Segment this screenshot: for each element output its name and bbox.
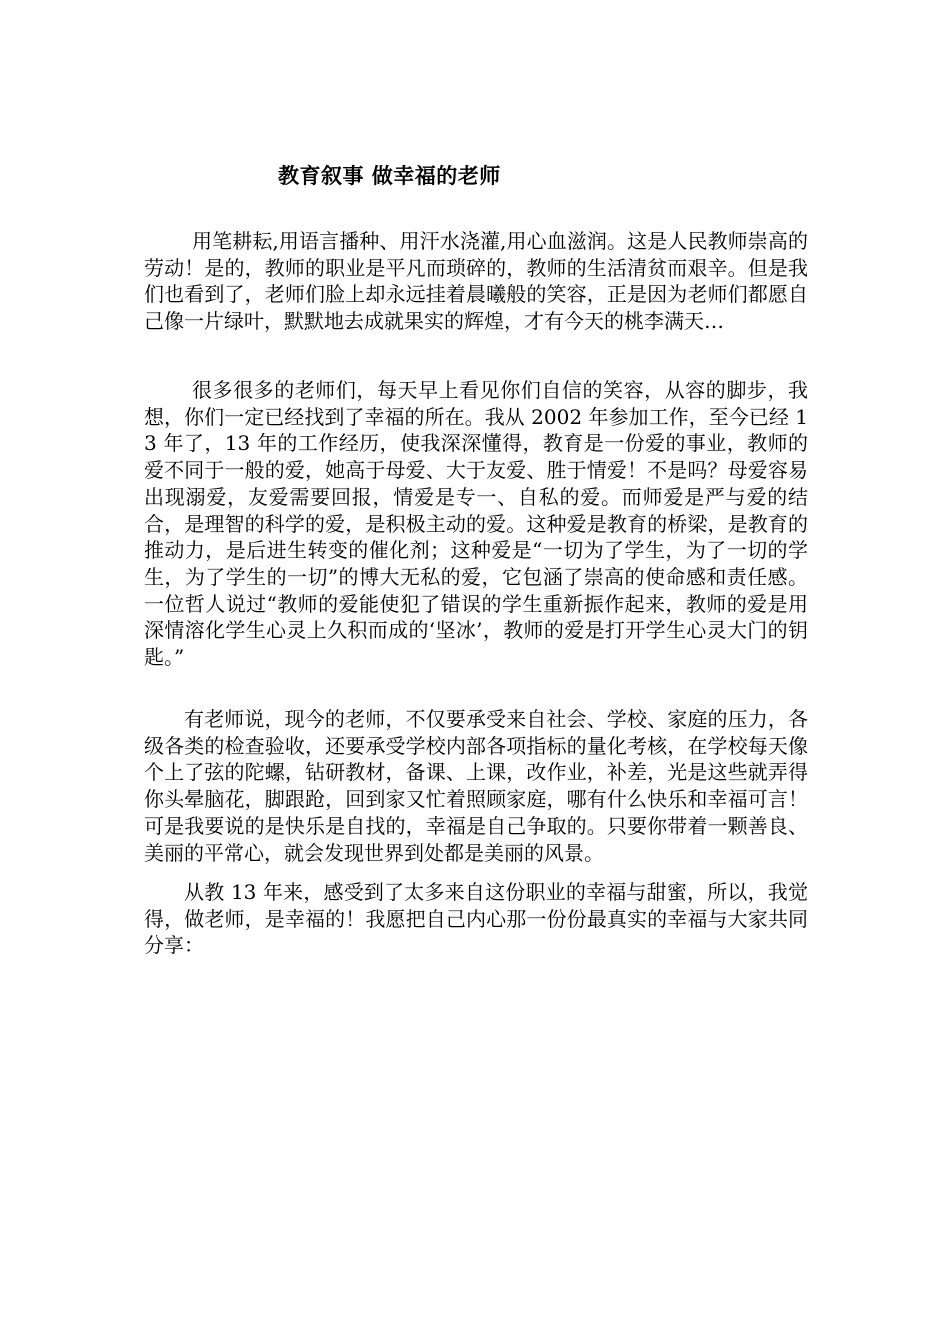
paragraph-3: 有老师说，现今的老师，不仅要承受来自社会、学校、家庭的压力，各级各类的检查验收，还要承受学校内部各项指标的量化考核，在学校每天像个上了弦的陀螺，钻研教材，备课、上课，改作业，补差，光是这些就弄得你头晕脑花，脚跟跄，回到家又忙着照顾家庭，哪有什么快乐和幸福可言！可是我要说的是快乐是自找的，幸福是自己争取的。只要你带着一颗善良、美丽的平常心，就会发现世界到处都是美丽的风景。: [144, 707, 808, 865]
paragraph-1: 用笔耕耘,用语言播种、用汗水浇灌,用心血滋润。这是人民教师崇高的劳动！是的，教师的职业是平凡而琐碎的，教师的生活清贫而艰辛。但是我们也看到了，老师们脸上却永远挂着晨曦般的笑容，正是因为老师们都愿自己像一片绿叶，默默地去成就果实的辉煌，才有今天的桃李满天…: [144, 229, 808, 334]
paragraph-2: 很多很多的老师们，每天早上看见你们自信的笑容，从容的脚步，我想，你们一定已经找到了幸福的所在。我从 2002 年参加工作，至今已经 13 年了，13 年的工作经历，使我深深懂得，教育是一份爱的事业，教师的爱不同于一般的爱，她高于母爱、大于友爱、胜于情爱！不是吗？母爱容易出现溺爱，友爱需要回报，情爱是专一、自私的爱。而师爱是严与爱的结合，是理智的科学的爱，是积极主动的爱。这种爱是教育的桥梁，是教育的推动力，是后进生转变的催化剂；这种爱是“一切为了学生，为了一切的学生，为了学生的一切”的博大无私的爱，它包涵了崇高的使命感和责任感。一位哲人说过“教师的爱能使犯了错误的学生重新振作起来，教师的爱是用深情溶化学生心灵上久积而成的‘坚冰’，教师的爱是打开学生心灵大门的钥匙。”: [144, 378, 808, 670]
paragraph-4: 从教 13 年来，感受到了太多来自这份职业的幸福与甜蜜，所以，我觉得，做老师，是幸福的！我愿把自己内心那一份份最真实的幸福与大家共同分享：: [144, 880, 808, 958]
document-title: 教育叙事 做幸福的老师: [278, 164, 501, 188]
